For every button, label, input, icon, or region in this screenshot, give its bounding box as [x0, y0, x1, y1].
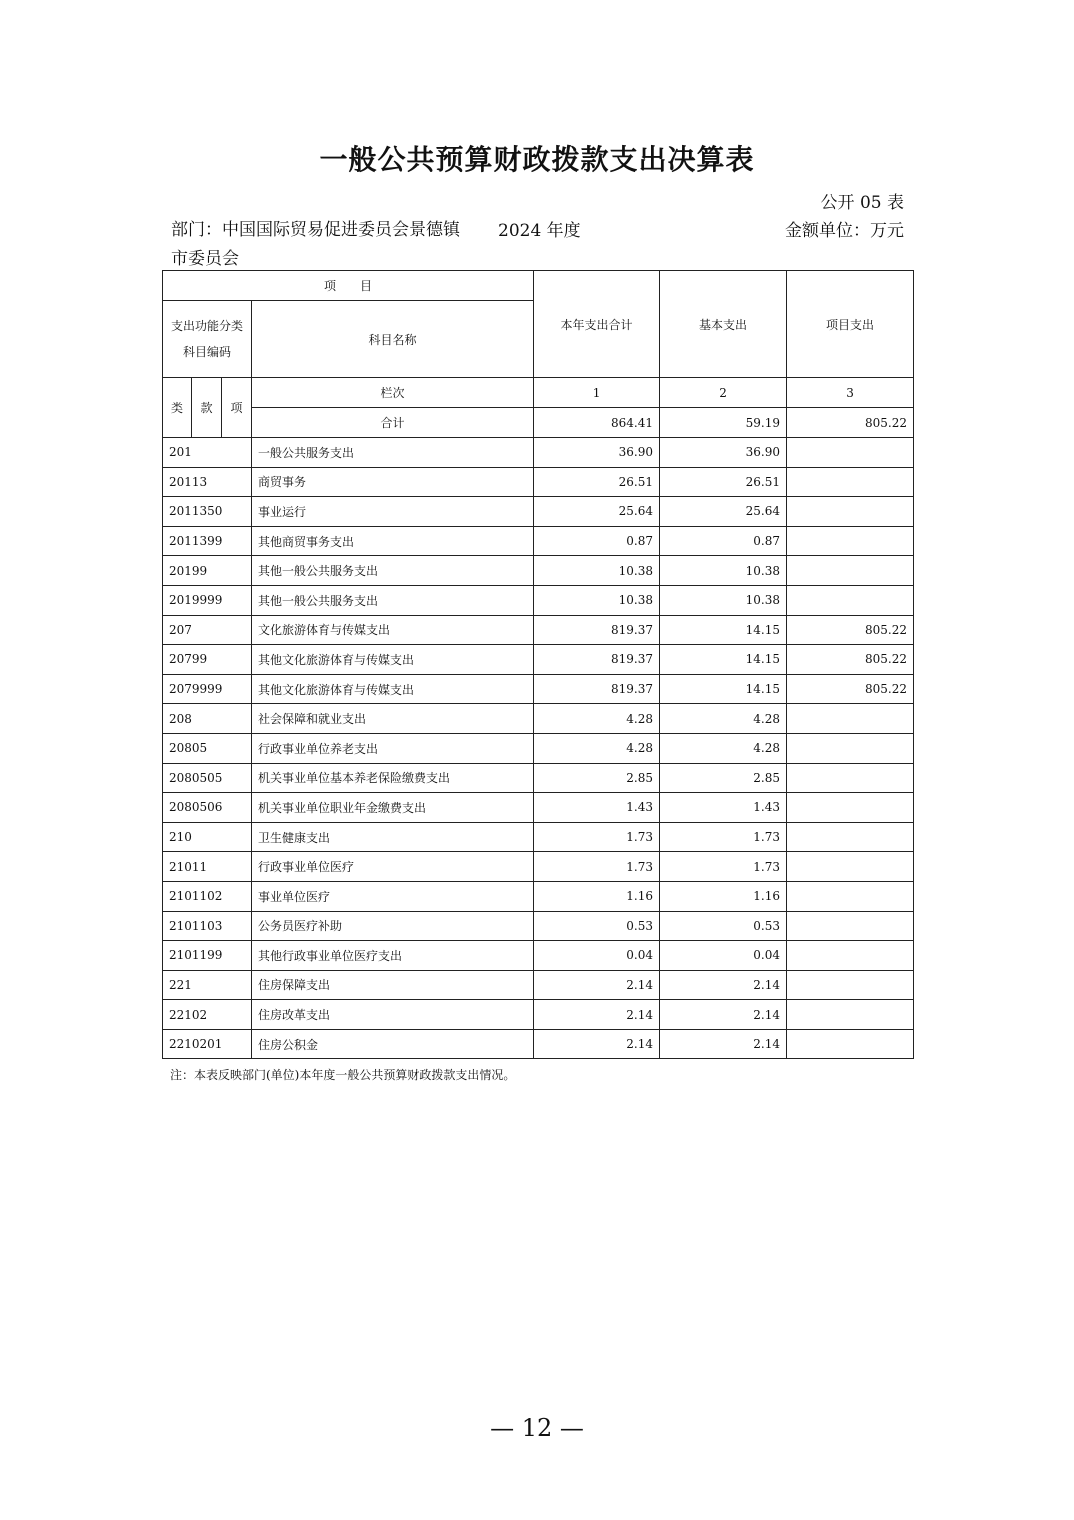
- total-amount: 1.73: [534, 852, 660, 882]
- header-col3: 3: [787, 378, 914, 408]
- header-subject-code: 科目编码: [182, 345, 231, 359]
- subject-name: 住房改革支出: [252, 1000, 534, 1030]
- subject-code: 221: [163, 970, 252, 1000]
- table-row: [163, 911, 914, 941]
- subject-code: 2101103: [163, 911, 252, 941]
- total-amount: 2.14: [534, 1000, 660, 1030]
- total-amount: 1.16: [534, 881, 660, 911]
- subject-name: 其他一般公共服务支出: [252, 556, 534, 586]
- total-amount: 819.37: [534, 674, 660, 704]
- subject-name: 其他文化旅游体育与传媒支出: [252, 645, 534, 675]
- project-amount: [787, 911, 914, 941]
- summary-label: 合计: [252, 408, 534, 438]
- subject-name: 住房公积金: [252, 1029, 534, 1059]
- project-amount: [787, 852, 914, 882]
- project-amount: [787, 438, 914, 468]
- project-amount: [787, 1029, 914, 1059]
- project-amount: [787, 970, 914, 1000]
- basic-amount: 14.15: [660, 674, 787, 704]
- subject-code: 2080505: [163, 763, 252, 793]
- subject-code: 207: [163, 615, 252, 645]
- total-amount: 2.85: [534, 763, 660, 793]
- total-amount: 10.38: [534, 556, 660, 586]
- subject-name: 一般公共服务支出: [252, 438, 534, 468]
- header-xiang: 项: [222, 378, 252, 438]
- basic-amount: 2.14: [660, 970, 787, 1000]
- basic-amount: 0.04: [660, 941, 787, 971]
- subject-name: 行政事业单位养老支出: [252, 733, 534, 763]
- page-title: 一般公共预算财政拨款支出决算表: [319, 143, 755, 176]
- total-amount: 1.43: [534, 793, 660, 823]
- subject-name: 事业单位医疗: [252, 881, 534, 911]
- header-kuan: 款: [192, 378, 222, 438]
- total-amount: 26.51: [534, 467, 660, 497]
- basic-amount: 2.14: [660, 1029, 787, 1059]
- header-lanci: 栏次: [252, 378, 534, 408]
- basic-amount: 0.87: [660, 526, 787, 556]
- project-amount: [787, 793, 914, 823]
- subject-code: 2079999: [163, 674, 252, 704]
- total-amount: 36.90: [534, 438, 660, 468]
- subject-code: 20199: [163, 556, 252, 586]
- header-col1: 1: [534, 378, 660, 408]
- table-row: [163, 615, 914, 645]
- subject-name: 社会保障和就业支出: [252, 704, 534, 734]
- total-amount: 2.14: [534, 1029, 660, 1059]
- subject-code: 210: [163, 822, 252, 852]
- subject-name: 住房保障支出: [252, 970, 534, 1000]
- header-basic: 基本支出: [660, 271, 787, 378]
- table-row: [163, 852, 914, 882]
- basic-amount: 1.16: [660, 881, 787, 911]
- basic-amount: 10.38: [660, 556, 787, 586]
- table-row: [163, 556, 914, 586]
- table-row: [163, 645, 914, 675]
- basic-amount: 4.28: [660, 704, 787, 734]
- basic-amount: 14.15: [660, 645, 787, 675]
- table-row: [163, 497, 914, 527]
- budget-table: [162, 270, 914, 1059]
- header-func-class-label: 支出功能分类: [170, 319, 243, 333]
- table-row: [163, 467, 914, 497]
- table-row: [163, 526, 914, 556]
- subject-name: 其他文化旅游体育与传媒支出: [252, 674, 534, 704]
- project-amount: [787, 704, 914, 734]
- header-project: 项目支出: [787, 271, 914, 378]
- total-amount: 819.37: [534, 645, 660, 675]
- project-amount: [787, 467, 914, 497]
- subject-name: 行政事业单位医疗: [252, 852, 534, 882]
- total-amount: 0.87: [534, 526, 660, 556]
- total-amount: 819.37: [534, 615, 660, 645]
- header-func-class: [163, 301, 252, 378]
- basic-amount: 1.73: [660, 852, 787, 882]
- project-amount: [787, 585, 914, 615]
- project-amount: [787, 733, 914, 763]
- subject-code: 20799: [163, 645, 252, 675]
- table-row: [163, 941, 914, 971]
- basic-amount: 4.28: [660, 733, 787, 763]
- basic-amount: 25.64: [660, 497, 787, 527]
- subject-code: 2080506: [163, 793, 252, 823]
- total-amount: 2.14: [534, 970, 660, 1000]
- subject-name: 机关事业单位基本养老保险缴费支出: [252, 763, 534, 793]
- subject-name: 其他一般公共服务支出: [252, 585, 534, 615]
- subject-name: 事业运行: [252, 497, 534, 527]
- table-note: 注：本表反映部门(单位)本年度一般公共预算财政拨款支出情况。: [170, 1068, 516, 1082]
- table-row: [163, 822, 914, 852]
- subject-name: 文化旅游体育与传媒支出: [252, 615, 534, 645]
- project-amount: [787, 941, 914, 971]
- summary-project: 805.22: [787, 408, 914, 438]
- page-number: — 12 —: [490, 1414, 584, 1442]
- project-amount: 805.22: [787, 645, 914, 675]
- basic-amount: 14.15: [660, 615, 787, 645]
- basic-amount: 0.53: [660, 911, 787, 941]
- subject-code: 20113: [163, 467, 252, 497]
- header-subject-name: 科目名称: [252, 301, 534, 378]
- subject-code: 2011350: [163, 497, 252, 527]
- total-amount: 0.53: [534, 911, 660, 941]
- project-amount: [787, 556, 914, 586]
- total-amount: 4.28: [534, 704, 660, 734]
- amount-unit: 金额单位：万元: [785, 221, 904, 241]
- table-row: [163, 674, 914, 704]
- table-row: [163, 970, 914, 1000]
- project-amount: [787, 497, 914, 527]
- header-col2: 2: [660, 378, 787, 408]
- form-number: 公开 05 表: [820, 193, 904, 213]
- project-amount: [787, 822, 914, 852]
- table-row: [163, 1000, 914, 1030]
- subject-name: 其他商贸事务支出: [252, 526, 534, 556]
- project-amount: [787, 1000, 914, 1030]
- basic-amount: 1.43: [660, 793, 787, 823]
- project-amount: 805.22: [787, 615, 914, 645]
- table-row: [163, 438, 914, 468]
- table-row: [163, 733, 914, 763]
- subject-code: 201: [163, 438, 252, 468]
- total-amount: 25.64: [534, 497, 660, 527]
- total-amount: 10.38: [534, 585, 660, 615]
- subject-name: 商贸事务: [252, 467, 534, 497]
- subject-name: 公务员医疗补助: [252, 911, 534, 941]
- subject-name: 卫生健康支出: [252, 822, 534, 852]
- basic-amount: 36.90: [660, 438, 787, 468]
- basic-amount: 2.14: [660, 1000, 787, 1030]
- subject-code: 2019999: [163, 585, 252, 615]
- table-row: [163, 763, 914, 793]
- total-amount: 1.73: [534, 822, 660, 852]
- subject-code: 2101199: [163, 941, 252, 971]
- total-amount: 4.28: [534, 733, 660, 763]
- basic-amount: 10.38: [660, 585, 787, 615]
- basic-amount: 26.51: [660, 467, 787, 497]
- table-row: [163, 793, 914, 823]
- project-amount: [787, 526, 914, 556]
- department: 部门：中国国际贸易促进委员会景德镇市委员会: [171, 220, 460, 269]
- header-lei: 类: [163, 378, 192, 438]
- subject-name: 其他行政事业单位医疗支出: [252, 941, 534, 971]
- subject-name: 机关事业单位职业年金缴费支出: [252, 793, 534, 823]
- subject-code: 2210201: [163, 1029, 252, 1059]
- subject-code: 21011: [163, 852, 252, 882]
- basic-amount: 1.73: [660, 822, 787, 852]
- subject-code: 2101102: [163, 881, 252, 911]
- subject-code: 208: [163, 704, 252, 734]
- project-amount: [787, 881, 914, 911]
- project-amount: 805.22: [787, 674, 914, 704]
- summary-total: 864.41: [534, 408, 660, 438]
- subject-code: 2011399: [163, 526, 252, 556]
- total-amount: 0.04: [534, 941, 660, 971]
- table-row: [163, 1029, 914, 1059]
- header-item: 项 目: [163, 271, 534, 301]
- table-row: [163, 585, 914, 615]
- subject-code: 20805: [163, 733, 252, 763]
- header-total: 本年支出合计: [534, 271, 660, 378]
- summary-basic: 59.19: [660, 408, 787, 438]
- table-row: [163, 881, 914, 911]
- basic-amount: 2.85: [660, 763, 787, 793]
- subject-code: 22102: [163, 1000, 252, 1030]
- fiscal-year: 2024 年度: [498, 221, 581, 241]
- table-row: [163, 704, 914, 734]
- project-amount: [787, 763, 914, 793]
